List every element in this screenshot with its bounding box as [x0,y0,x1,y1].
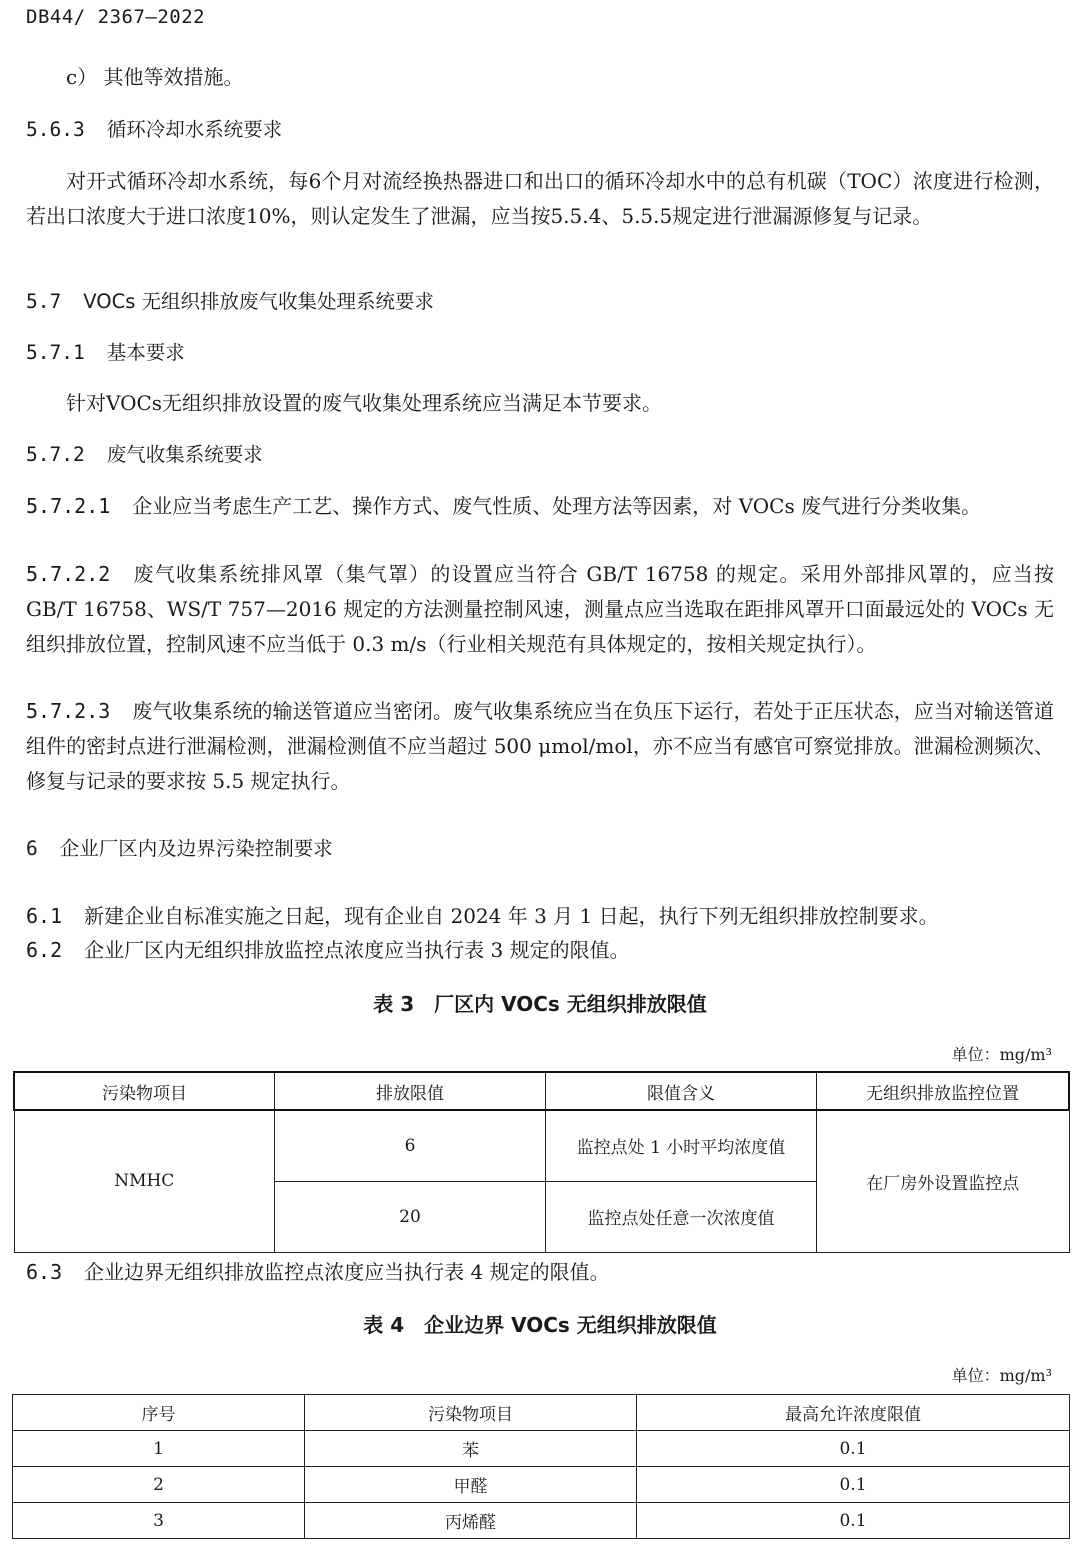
limit-cell: 6 [275,1110,546,1181]
section-number: 5.7.2 [26,443,85,466]
table-row [13,1467,1070,1503]
section-title: 废气收集系统要求 [106,443,263,466]
table-row [14,1110,1069,1181]
heading-6 [26,831,1054,866]
clause-text: 企业厂区内无组织排放监控点浓度应当执行表 3 规定的限值。 [84,938,630,962]
row-number-cell: 1 [13,1431,305,1467]
para-5-7-1: 针对VOCs无组织排放设置的废气收集处理系统应当满足本节要求。 [66,391,663,415]
header-cell: 最高允许浓度限值 [637,1395,1070,1431]
section-title: 循环冷却水系统要求 [106,118,283,141]
meaning-cell: 监控点处任意一次浓度值 [546,1181,817,1252]
heading-5-7-2 [26,437,1054,472]
pollutant-cell: 丙烯醛 [305,1503,637,1539]
header-cell: 限值含义 [546,1072,817,1110]
clause-text: 企业应当考虑生产工艺、操作方式、废气性质、处理方法等因素，对 VOCs 废气进行分类收集。 [132,494,982,518]
table-3 [13,1071,1070,1253]
table-3-unit: 单位：mg/m³ [951,1045,1052,1064]
value-cell: 0.1 [637,1503,1070,1539]
section-title: 基本要求 [106,341,185,364]
table-row [13,1503,1070,1539]
section-number: 5.6.3 [26,118,85,141]
pollutant-cell: NMHC [14,1110,275,1252]
clause-text: 废气收集系统排风罩（集气罩）的设置应当符合 GB/T 16758 的规定。采用外部排风罩的，应当按 GB/T 16758、WS/T 757—2016 规定的方法测量控制风速，测量点应当选取在距排风罩开口面最远处的 VOCs 无组织排放位置，控制风速不应当低于 0.3 m/s（行业相关规范有具体规定的，按相关规定执行）。 [26,562,1054,656]
clause-number: 6.1 [26,904,63,928]
clause-c: c） 其他等效措施。 [66,65,244,89]
clause-number: 6.2 [26,938,63,962]
value-cell: 0.1 [637,1431,1070,1467]
clause-number: 5.7.2.1 [26,494,111,518]
value-cell: 0.1 [637,1467,1070,1503]
table-header-row [13,1395,1070,1431]
header-cell: 序号 [13,1395,305,1431]
section-number: 5.7 [26,290,62,313]
para-6-1 [26,899,1054,934]
table-3-caption: 表 3 厂区内 VOCs 无组织排放限值 [373,992,707,1016]
pollutant-cell: 甲醛 [305,1467,637,1503]
meaning-cell: 监控点处 1 小时平均浓度值 [546,1110,817,1181]
document-code: DB44/ 2367—2022 [26,6,206,28]
section-title: VOCs 无组织排放废气收集处理系统要求 [83,290,435,313]
clause-number: 6.3 [26,1260,63,1284]
para-5-7-2-3 [26,694,1054,799]
clause-text: 新建企业自标准实施之日起，现有企业自 2024 年 3 月 1 日起，执行下列无组织排放控制要求。 [84,904,939,928]
table-row [13,1431,1070,1467]
table-4-unit: 单位：mg/m³ [951,1366,1052,1385]
limit-cell: 20 [275,1181,546,1252]
table-4-caption: 表 4 企业边界 VOCs 无组织排放限值 [363,1313,717,1337]
section-title: 企业厂区内及边界污染控制要求 [59,837,333,860]
row-number-cell: 3 [13,1503,305,1539]
heading-5-7-1 [26,335,1054,370]
pollutant-cell: 苯 [305,1431,637,1467]
table-4 [12,1394,1070,1539]
heading-5-6-3 [26,112,1054,147]
section-number: 5.7.1 [26,341,85,364]
para-5-7-2-2 [26,557,1054,662]
header-cell: 无组织排放监控位置 [817,1072,1070,1110]
row-number-cell: 2 [13,1467,305,1503]
location-cell: 在厂房外设置监控点 [817,1110,1070,1252]
para-6-2 [26,933,1054,968]
clause-number: 5.7.2.2 [26,562,111,586]
heading-5-7 [26,284,1054,319]
clause-text: 废气收集系统的输送管道应当密闭。废气收集系统应当在负压下运行，若处于正压状态，应当对输送管道组件的密封点进行泄漏检测，泄漏检测值不应当超过 500 μmol/mol，亦不应当有感官可察觉排放。泄漏检测频次、修复与记录的要求按 5.5 规定执行。 [26,699,1054,793]
para-5-7-2-1 [26,489,1054,524]
clause-number: 5.7.2.3 [26,699,111,723]
para-6-3 [26,1255,1054,1290]
para-5-6-3: 对开式循环冷却水系统，每6个月对流经换热器进口和出口的循环冷却水中的总有机碳（TOC）浓度进行检测，若出口浓度大于进口浓度10%，则认定发生了泄漏，应当按5.5.4、5.5.5规定进行泄漏源修复与记录。 [26,169,1054,228]
section-number: 6 [26,837,38,860]
table-header-row [14,1072,1069,1110]
header-cell: 排放限值 [275,1072,546,1110]
clause-text: 企业边界无组织排放监控点浓度应当执行表 4 规定的限值。 [84,1260,610,1284]
header-cell: 污染物项目 [14,1072,275,1110]
header-cell: 污染物项目 [305,1395,637,1431]
